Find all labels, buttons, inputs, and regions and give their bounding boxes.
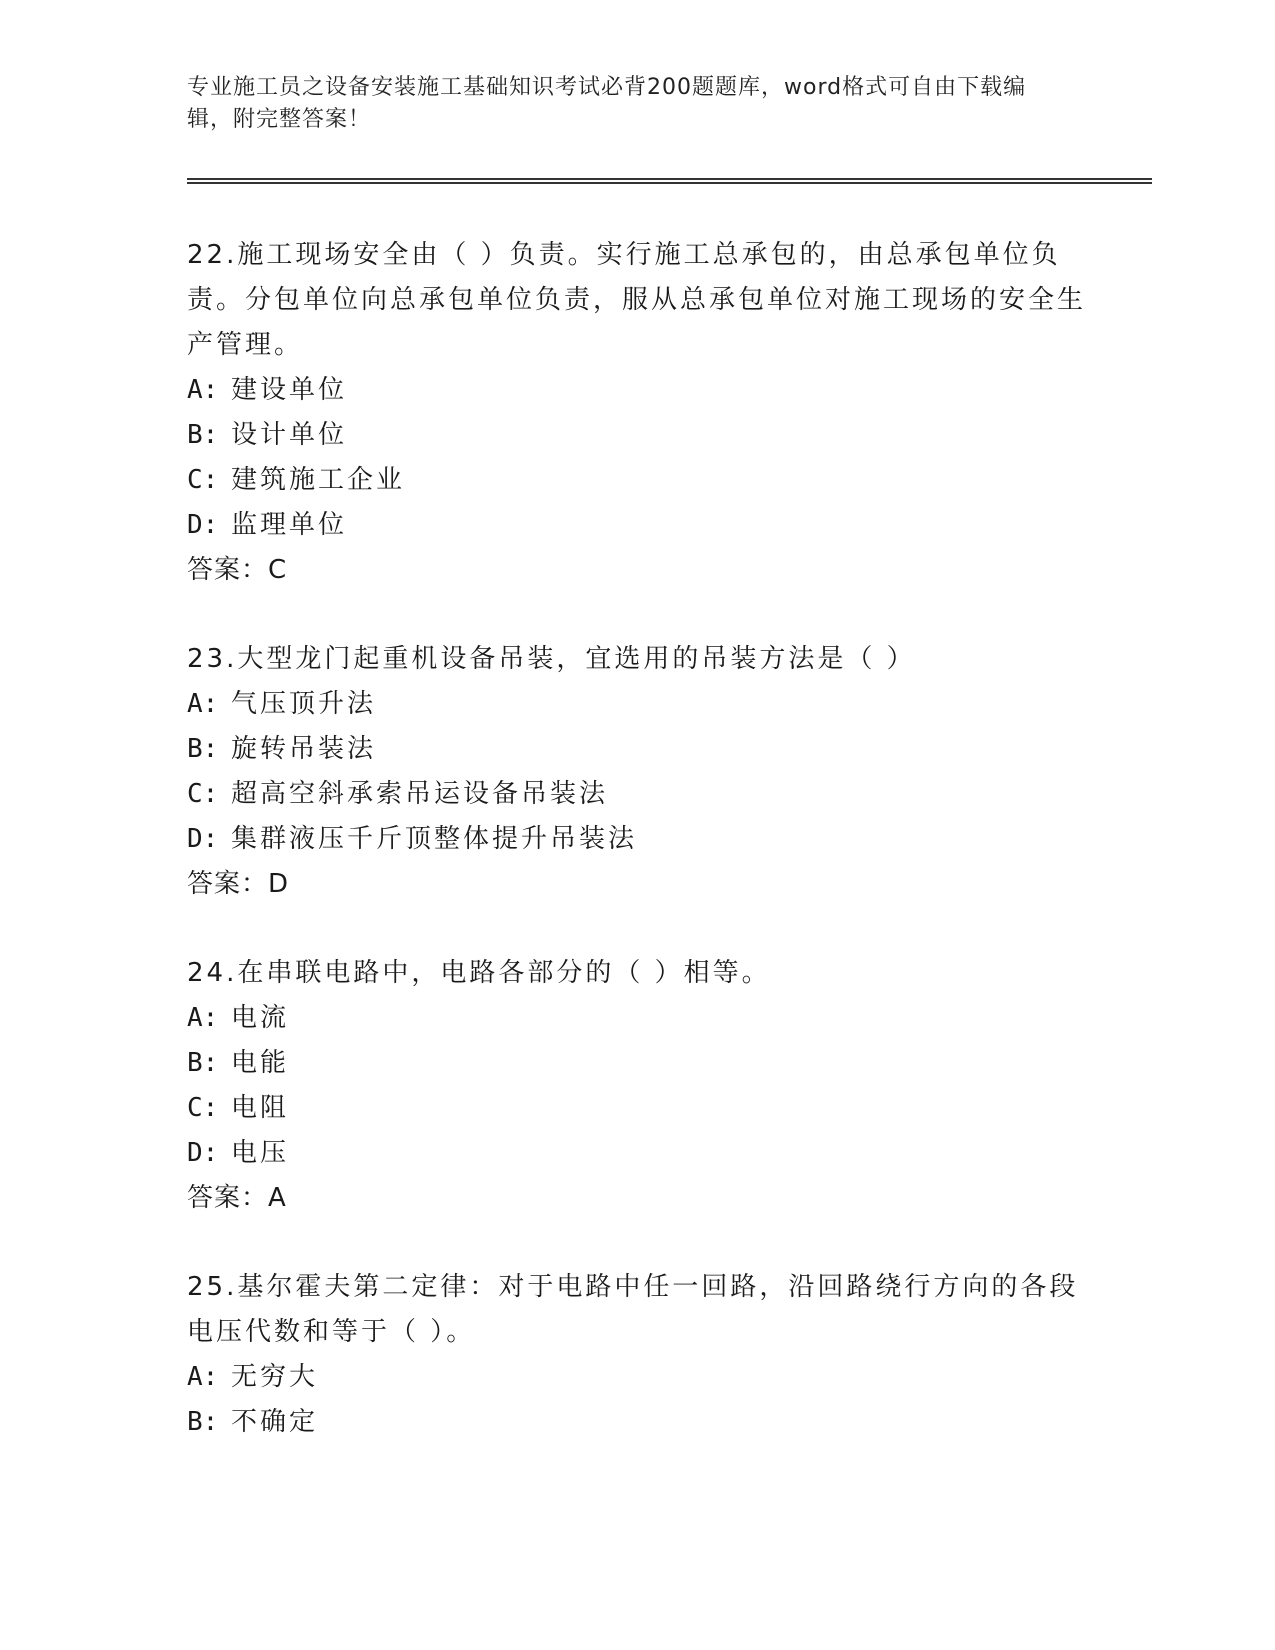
option-text: 集群液压千斤顶整体提升吊装法 xyxy=(231,824,638,854)
question-text: 24.在串联电路中，电路各部分的（ ）相等。 xyxy=(187,958,771,988)
question-list xyxy=(187,233,1087,1489)
option-text: 旋转吊装法 xyxy=(231,734,377,764)
option-a xyxy=(187,368,1087,413)
option-a xyxy=(187,996,1087,1041)
option-text: 电能 xyxy=(231,1048,290,1078)
option-letter: B: xyxy=(187,1407,219,1437)
option-b xyxy=(187,1041,1087,1086)
option-b xyxy=(187,413,1087,458)
option-text: 设计单位 xyxy=(231,420,348,450)
option-text: 无穷大 xyxy=(231,1362,319,1392)
option-text: 不确定 xyxy=(231,1407,319,1437)
option-text: 监理单位 xyxy=(231,510,348,540)
option-letter: A: xyxy=(187,1003,219,1033)
option-letter: A: xyxy=(187,689,219,719)
option-c xyxy=(187,772,1087,817)
option-letter: B: xyxy=(187,1048,219,1078)
option-letter: A: xyxy=(187,1362,219,1392)
option-letter: A: xyxy=(187,375,219,405)
option-text: 建设单位 xyxy=(231,375,348,405)
option-a xyxy=(187,682,1087,727)
option-c xyxy=(187,1086,1087,1131)
option-letter: B: xyxy=(187,734,219,764)
question-text: 22.施工现场安全由（ ）负责。实行施工总承包的，由总承包单位负责。分包单位向总承包单位负责，服从总承包单位对施工现场的安全生产管理。 xyxy=(187,240,1087,360)
option-c xyxy=(187,458,1087,503)
answer-line: 答案：D xyxy=(187,869,290,899)
option-text: 建筑施工企业 xyxy=(231,465,406,495)
option-letter: B: xyxy=(187,420,219,450)
option-b xyxy=(187,1400,1087,1445)
option-letter: D: xyxy=(187,1138,219,1168)
header-divider xyxy=(187,178,1152,184)
option-a xyxy=(187,1355,1087,1400)
question-23 xyxy=(187,637,1087,907)
option-d xyxy=(187,503,1087,548)
option-letter: D: xyxy=(187,510,219,540)
option-text: 电阻 xyxy=(231,1093,290,1123)
option-d xyxy=(187,1131,1087,1176)
question-25 xyxy=(187,1265,1087,1445)
option-text: 气压顶升法 xyxy=(231,689,377,719)
option-letter: C: xyxy=(187,1093,219,1123)
question-24 xyxy=(187,951,1087,1221)
question-text: 23.大型龙门起重机设备吊装，宜选用的吊装方法是（ ） xyxy=(187,644,916,674)
option-text: 电流 xyxy=(231,1003,290,1033)
question-22 xyxy=(187,233,1087,593)
option-d xyxy=(187,817,1087,862)
answer-line: 答案：A xyxy=(187,1183,287,1213)
option-text: 电压 xyxy=(231,1138,290,1168)
option-letter: C: xyxy=(187,465,219,495)
question-text: 25.基尔霍夫第二定律：对于电路中任一回路，沿回路绕行方向的各段电压代数和等于（ ）。 xyxy=(187,1272,1079,1347)
option-letter: C: xyxy=(187,779,219,809)
option-b xyxy=(187,727,1087,772)
option-text: 超高空斜承索吊运设备吊装法 xyxy=(231,779,609,809)
answer-line: 答案：C xyxy=(187,555,288,585)
document-header: 专业施工员之设备安装施工基础知识考试必背200题题库，word格式可自由下载编辑，附完整答案！ xyxy=(187,75,1027,132)
option-letter: D: xyxy=(187,824,219,854)
